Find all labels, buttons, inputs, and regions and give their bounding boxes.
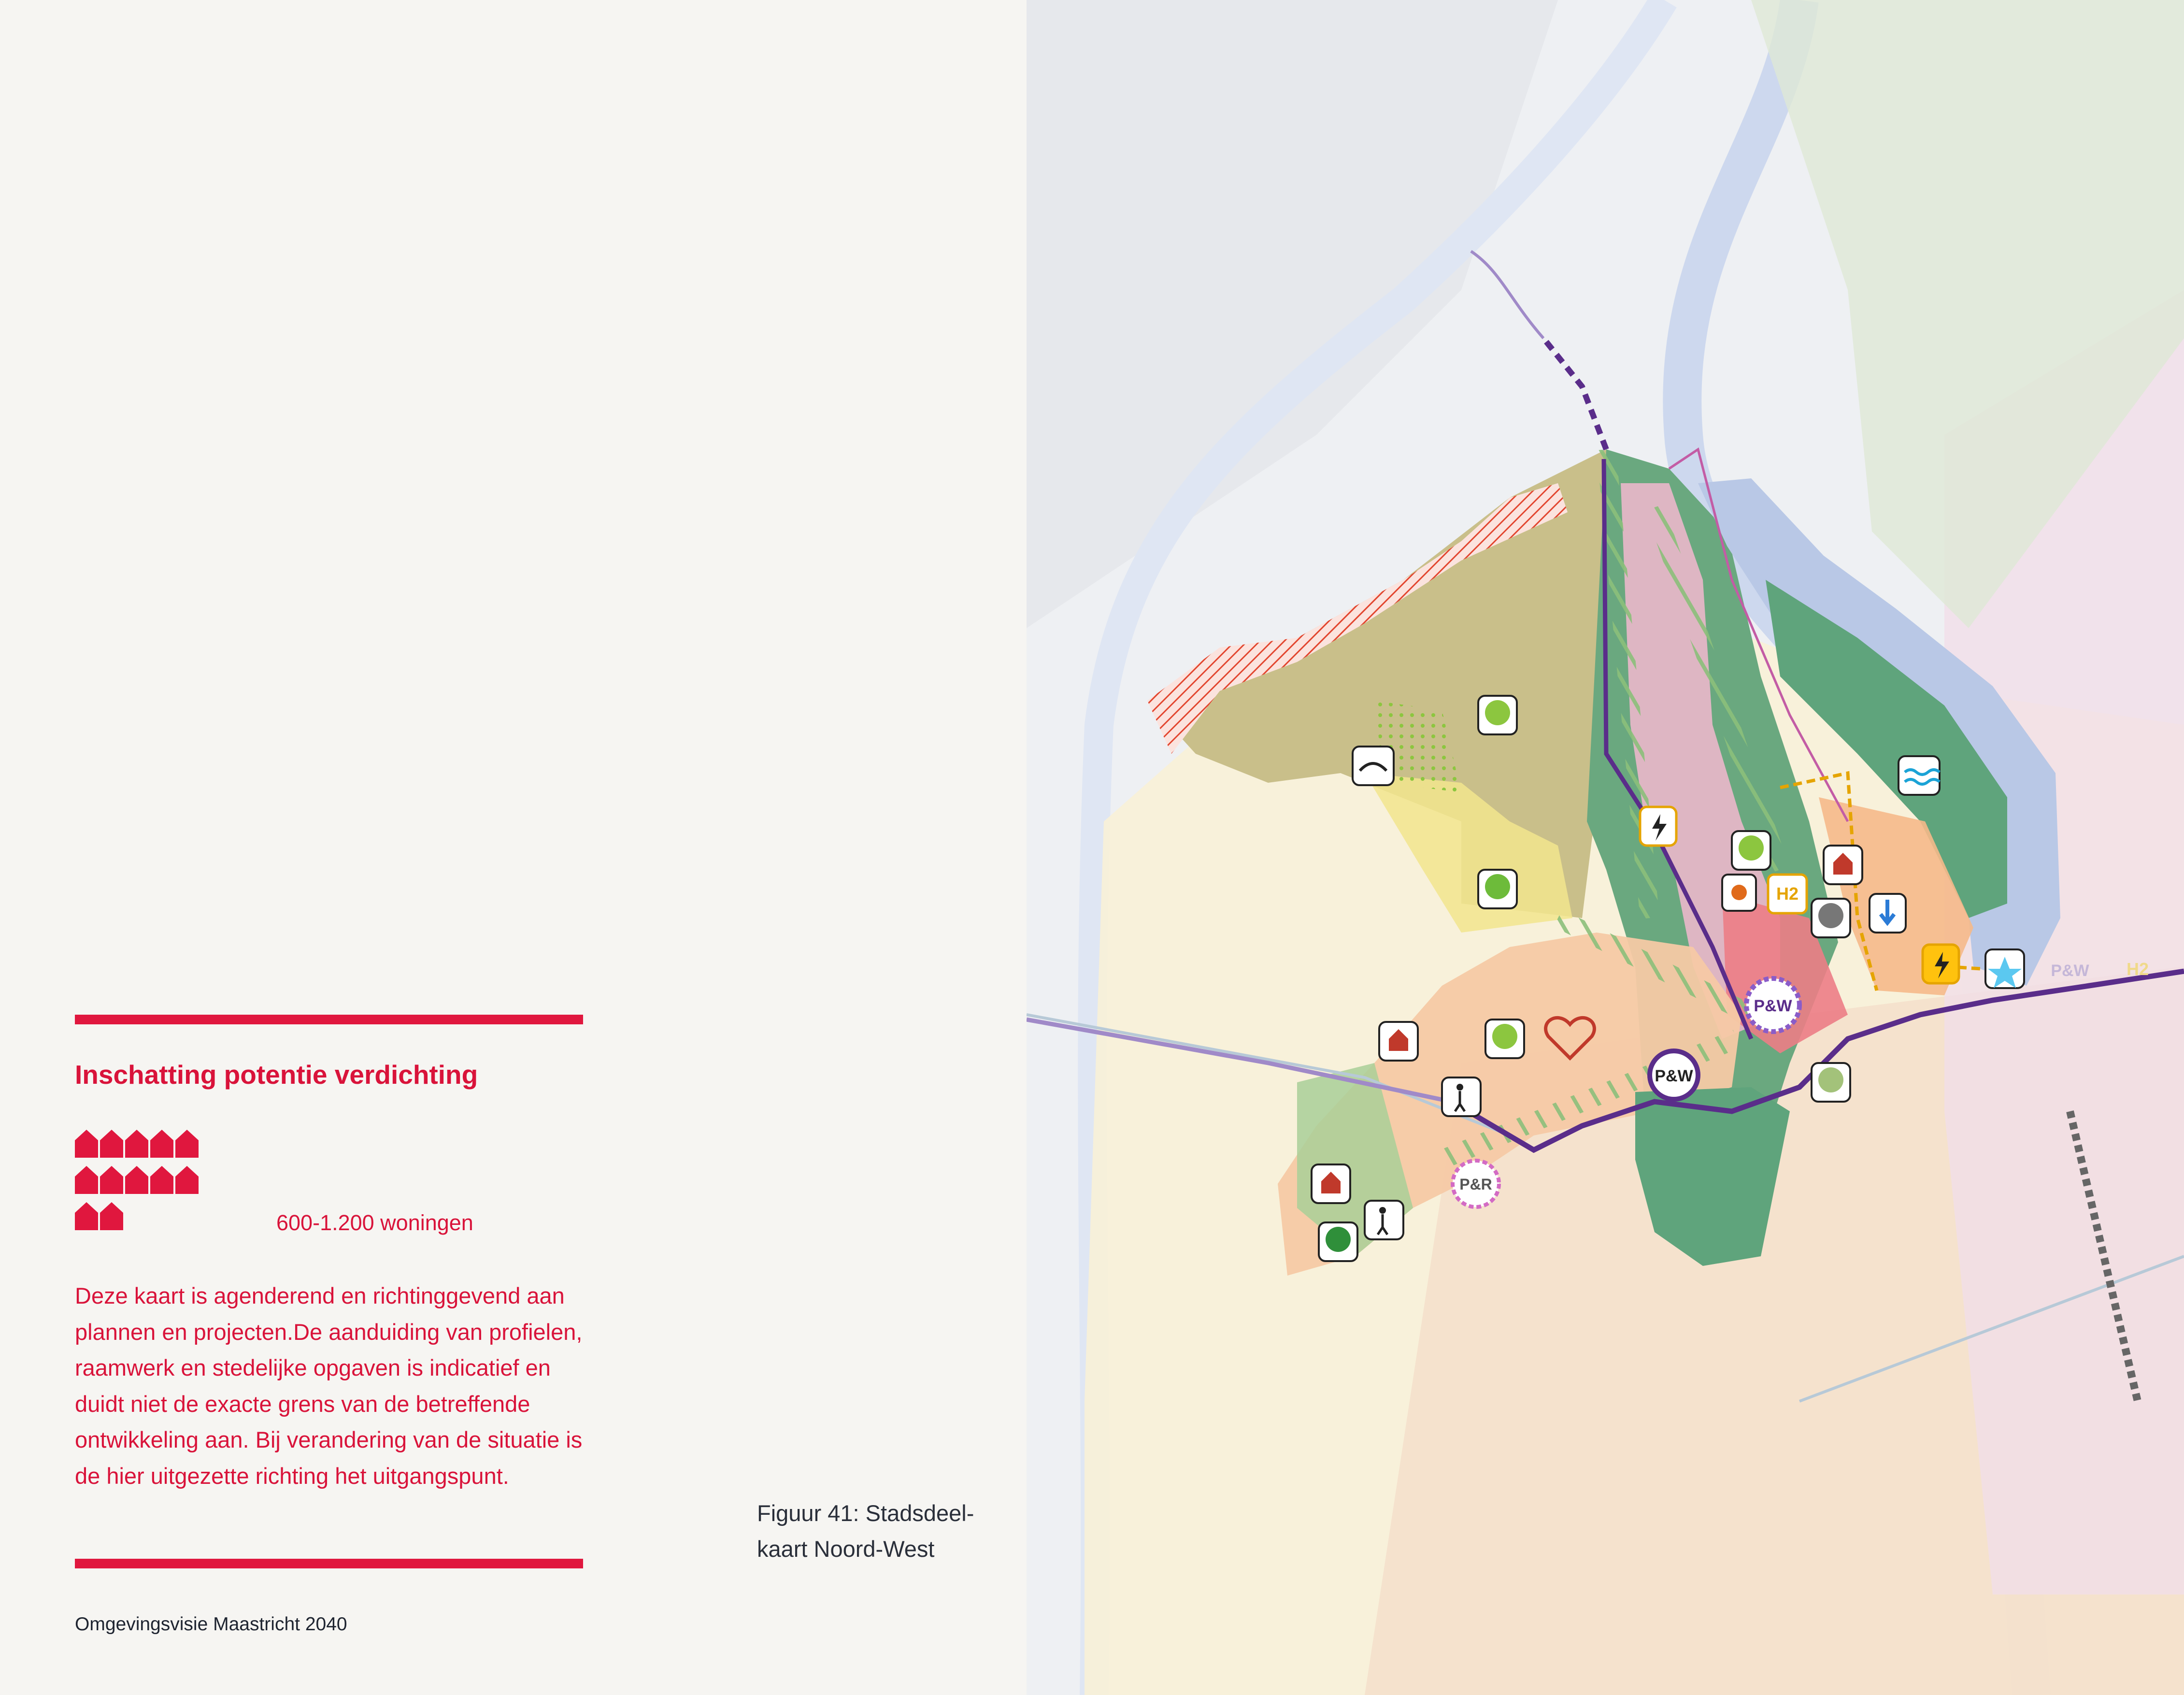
house-pictogram: [125, 1130, 148, 1158]
house-pictogram: [125, 1166, 148, 1194]
svg-text:P&R: P&R: [1459, 1176, 1492, 1193]
tree-icon: [1732, 831, 1770, 870]
house-pictogram: [75, 1130, 98, 1158]
house-pictogram: [175, 1130, 199, 1158]
bridge-icon: [1353, 747, 1394, 785]
star-icon: [1985, 949, 2024, 988]
district-map-graphic: [1027, 0, 2184, 1695]
section-heading: Inschatting potentie verdichting: [75, 1060, 478, 1090]
tree-icon: [1478, 696, 1517, 734]
sun-icon: [1722, 875, 1756, 911]
house-pictogram: [100, 1166, 123, 1194]
house-pictogram: [75, 1166, 98, 1194]
lightning-icon: [1923, 945, 1959, 983]
house-pictogram: [75, 1202, 98, 1230]
house-pictogram: [150, 1166, 173, 1194]
svg-text:P&W: P&W: [2051, 962, 2089, 980]
house-icon: [1824, 846, 1862, 884]
house-icon: [1379, 1022, 1418, 1061]
figure-caption: [757, 1495, 1008, 1567]
arrow-down-icon: [1870, 894, 1906, 933]
disclaimer-paragraph: Deze kaart is agenderend en richtinggevend aan plannen en projecten.De aanduiding van profielen, raamwerk en stedelijke opgaven is indicatief en duidt niet de exacte grens van de betreffende ontwikkeling aan. Bij verandering van de situatie is de hier uitgezette richting het uitgangspunt.: [75, 1283, 583, 1489]
h2-badge-1: [1768, 875, 1807, 913]
tree-icon: [1485, 1020, 1524, 1058]
housing-range: 600-1.200 woningen: [276, 1210, 473, 1235]
tree-icon: [1812, 1063, 1850, 1102]
top-divider: [75, 1015, 583, 1024]
h2-badge-2: [2127, 959, 2149, 979]
svg-text:P&W: P&W: [1754, 997, 1792, 1015]
pw-badge-3: [2051, 962, 2089, 980]
bottom-divider: [75, 1559, 583, 1568]
house-pictogram: [100, 1202, 123, 1230]
pedestrian-icon: [1365, 1201, 1403, 1239]
house-icon-grid: [75, 1130, 205, 1236]
tree-icon: [1478, 870, 1517, 908]
footer-title: Omgevingsvisie Maastricht 2040: [75, 1614, 347, 1635]
caption-line-2: kaart Noord-West: [757, 1536, 935, 1562]
pw-badge-1: [1650, 1051, 1698, 1099]
district-map: [1027, 0, 2184, 1695]
tree-icon: [1812, 899, 1850, 937]
svg-text:H2: H2: [2126, 959, 2149, 979]
pr-badge: [1453, 1161, 1499, 1207]
house-pictogram: [150, 1130, 173, 1158]
house-icon: [1312, 1164, 1350, 1203]
lightning-icon: [1640, 807, 1676, 846]
caption-line-1: Figuur 41: Stadsdeel-: [757, 1500, 974, 1526]
house-pictogram: [100, 1130, 123, 1158]
tree-icon: [1319, 1222, 1357, 1261]
svg-text:H2: H2: [1776, 884, 1799, 904]
pw-badge-2: [1746, 978, 1799, 1032]
house-pictogram: [175, 1166, 199, 1194]
water-icon: [1899, 756, 1940, 795]
svg-text:P&W: P&W: [1655, 1067, 1693, 1085]
pedestrian-icon: [1442, 1077, 1481, 1116]
